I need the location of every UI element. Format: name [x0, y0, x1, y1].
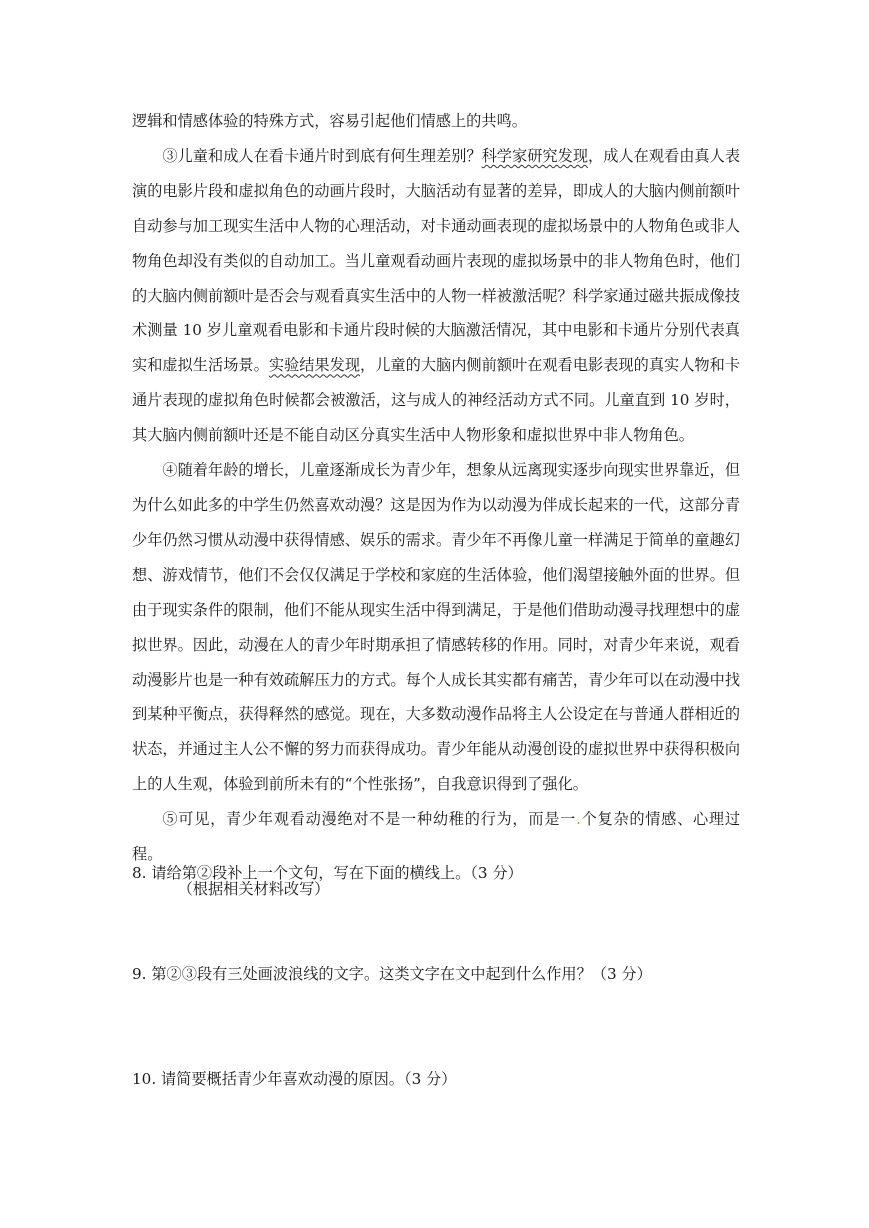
paragraph-3-conclusion: ，儿童的大脑内侧前额叶在观看电影表现的真实人物和卡通片表现的虚拟角色时候都会被激活，这与成人的神经活动方式不同。儿童直到 10 岁时，其大脑内侧前额叶还是不能自动区分真实生活中人物形象和虚拟世界中非人物角色。 [132, 356, 741, 445]
paragraph-4: ④随着年龄的增长，儿童逐渐成长为青少年，想象从远离现实逐步向现实世界靠近，但为什么如此多的中学生仍然喜欢动漫？这是因为作为以动漫为伴成长起来的一代，这部分青少年仍然习惯从动漫中获得情感、娱乐的需求。青少年不再像儿童一样满足于简单的童趣幻想、游戏情节，他们不会仅仅满足于学校和家庭的生活体验，他们渴望接触外面的世界。但由于现实条件的限制，他们不能从现实生活中得到满足，于是他们借助动漫寻找理想中的虚拟世界。因此，动漫在人的青少年时期承担了情感转移的作用。同时，对青少年来说，观看动漫影片也是一种有效疏解压力的方式。每个人成长其实都有痛苦，青少年可以在动漫中找到某种平衡点，获得释然的感觉。现在，大多数动漫作品将主人公设定在与普通人群相近的状态，并通过主人公不懈的努力而获得成功。青少年能从动漫创设的虚拟世界中获得积极向上的人生观，体验到前所未有的“个性张扬”，自我意识得到了强化。 [132, 461, 740, 794]
question-9: 9. 第②③段有三处画波浪线的文字。这类文字在文中起到什么作用？（3 分） [132, 965, 652, 983]
question-8: 8. 请给第②段补上一个文句，写在下面的横线上。（3 分） [132, 864, 523, 882]
paragraph-5-after: 个复杂的情感、心理过程。 [132, 810, 741, 864]
paragraph-3-body: ，成人在观看由真人表演的电影片段和虚拟角色的动画片段时，大脑活动有显著的差异，即成人的大脑内侧前额叶自动参与加工现实生活中人物的心理活动，对卡通动画表现的虚拟场景中的人物角色或非人物角色却没有类似的自动加工。当儿童观看动画片表现的虚拟场景中的非人物角色时，他们的大脑内侧前额叶是否会与观看真实生活中的人物一样被激活呢？科学家通过磁共振成像技术测量 10 岁儿童观看电影和卡通片段时候的大脑激活情况，其中电影和卡通片分别代表真实和虚拟生活场景。 [132, 146, 741, 375]
passage [132, 104, 740, 907]
paragraph-5-before: ⑤可见，青少年观看动漫绝对不是一种幼稚的行为，而是一 [162, 810, 577, 829]
paragraph-3-question: ③儿童和成人在看卡通片时到底有何生理差别？ [162, 146, 482, 165]
stray-dot-mark: . [576, 810, 581, 829]
wavy-underline-text-2: 实验结果发现 [268, 356, 361, 375]
wavy-underline-text-1: 科学家研究发现 [481, 146, 589, 165]
source-note: （根据相关材料改写） [177, 879, 330, 898]
paragraph-2-continuation: 逻辑和情感体验的特殊方式，容易引起他们情感上的共鸣。 [132, 112, 527, 130]
question-10: 10. 请简要概括青少年喜欢动漫的原因。（3 分） [132, 1070, 457, 1088]
paragraph-3 [132, 139, 740, 453]
